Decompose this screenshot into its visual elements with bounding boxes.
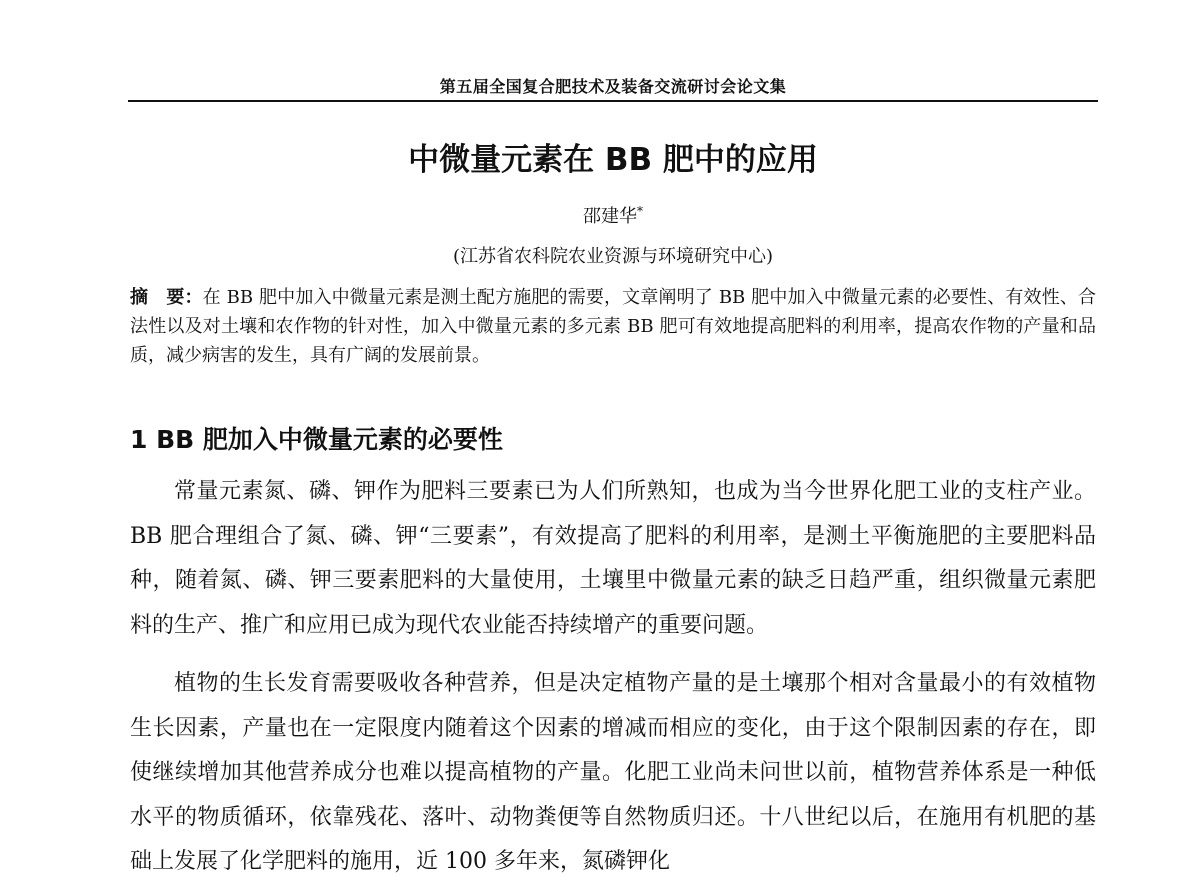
- abstract-label: 摘 要：: [130, 287, 203, 308]
- author-footnote-mark: *: [637, 204, 643, 218]
- article-title: 中微量元素在 BB 肥中的应用: [408, 142, 818, 178]
- abstract: [130, 283, 1096, 370]
- section-1-heading: 1 BB 肥加入中微量元素的必要性: [130, 425, 503, 454]
- author-affiliation: (江苏省农科院农业资源与环境研究中心): [452, 246, 774, 267]
- abstract-text: 在 BB 肥中加入中微量元素是测土配方施肥的需要，文章阐明了 BB 肥中加入中微量元素的必要性、有效性、合法性以及对土壤和农作物的针对性，加入中微量元素的多元素 BB 肥可有效地提高肥料的利用率，提高农作物的产量和品质，减少病害的发生，具有广阔的发展前景。: [130, 287, 1097, 366]
- author-name: 邵建华: [583, 206, 637, 227]
- body-paragraph-1: 常量元素氮、磷、钾作为肥料三要素已为人们所熟知，也成为当今世界化肥工业的支柱产业。BB 肥合理组合了氮、磷、钾“三要素”，有效提高了肥料的利用率，是测土平衡施肥的主要肥料品种，随着氮、磷、钾三要素肥料的大量使用，土壤里中微量元素的缺乏日趋严重，组织微量元素肥料的生产、推广和应用已成为现代农业能否持续增产的重要问题。: [130, 479, 1096, 638]
- running-header: 第五届全国复合肥技术及装备交流研讨会论文集: [439, 77, 787, 96]
- body-paragraph-2: 植物的生长发育需要吸收各种营养，但是决定植物产量的是土壤那个相对含量最小的有效植物生长因素，产量也在一定限度内随着这个因素的增减而相应的变化，由于这个限制因素的存在，即使继续增加其他营养成分也难以提高植物的产量。化肥工业尚未问世以前，植物营养体系是一种低水平的物质循环，依靠残花、落叶、动物粪便等自然物质归还。十八世纪以后，在施用有机肥的基础上发展了化学肥料的施用，近 100 多年来，氮磷钾化: [130, 671, 1096, 874]
- author-line: [128, 202, 1098, 228]
- header-rule: [128, 100, 1098, 102]
